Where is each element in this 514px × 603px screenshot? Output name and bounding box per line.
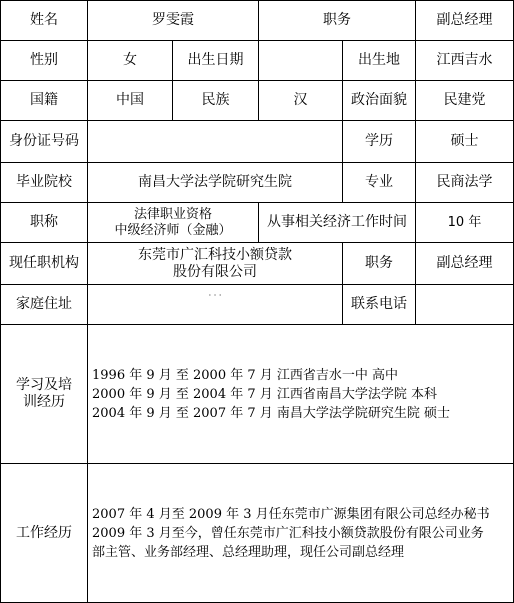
work-line: 2009 年 3 月至今，曾任东莞市广汇科技小额贷款股份有限公司业务 — [92, 525, 484, 541]
nationality-label: 国籍 — [0, 80, 88, 121]
nationality-value: 中国 — [87, 80, 173, 121]
birthdate-value — [258, 40, 343, 81]
org-value: 东莞市广汇科技小额贷款 股份有限公司 — [87, 242, 343, 285]
work-label: 工作经历 — [0, 463, 88, 603]
major-label: 专业 — [342, 162, 416, 203]
position-label: 职务 — [258, 0, 416, 41]
phone-value — [415, 284, 514, 325]
work-lines — [88, 505, 494, 562]
birthdate-label: 出生日期 — [172, 40, 259, 81]
school-label: 毕业院校 — [0, 162, 88, 203]
study-label: 学习及培 训经历 — [0, 324, 88, 464]
ethnicity-label: 民族 — [172, 80, 259, 121]
ethnicity-value: 汉 — [258, 80, 343, 121]
political-label: 政治面貌 — [342, 80, 416, 121]
id-label: 身份证号码 — [0, 120, 88, 163]
experience-value: 10 年 — [415, 202, 514, 243]
id-value — [87, 120, 343, 163]
education-label: 学历 — [342, 120, 416, 163]
name-value: 罗雯霞 — [87, 0, 259, 41]
study-line: 2000 年 9 月 至 2004 年 7 月 江西省南昌大学法学院 本科 — [92, 386, 438, 402]
work-line: 2007 年 4 月至 2009 年 3 月任东莞市广源集团有限公司总经办秘书 — [92, 506, 490, 522]
political-value: 民建党 — [415, 80, 514, 121]
work-history — [87, 463, 514, 603]
gender-value: 女 — [87, 40, 173, 81]
study-lines — [88, 366, 454, 423]
study-line: 2004 年 9 月 至 2007 年 7 月 南昌大学法学院研究生院 硕士 — [92, 405, 451, 421]
name-label: 姓名 — [0, 0, 88, 41]
experience-label: 从事相关经济工作时间 — [258, 202, 416, 243]
title-label: 职称 — [0, 202, 88, 243]
education-value: 硕士 — [415, 120, 514, 163]
gender-label: 性别 — [0, 40, 88, 81]
birthplace-value: 江西吉水 — [415, 40, 514, 81]
birthplace-label: 出生地 — [342, 40, 416, 81]
phone-label: 联系电话 — [342, 284, 416, 325]
position-value: 副总经理 — [415, 0, 514, 41]
work-line: 部主管、业务部经理、总经理助理，现任公司副总经理 — [92, 544, 405, 560]
address-label: 家庭住址 — [0, 284, 88, 325]
major-value: 民商法学 — [415, 162, 514, 203]
school-value: 南昌大学法学院研究生院 — [87, 162, 343, 203]
address-value: · · · — [87, 284, 343, 325]
study-history — [87, 324, 514, 464]
title-value: 法律职业资格 中级经济师（金融） — [87, 202, 259, 243]
org-position-label: 职务 — [342, 242, 416, 285]
org-position-value: 副总经理 — [415, 242, 514, 285]
study-line: 1996 年 9 月 至 2000 年 7 月 江西省吉水一中 高中 — [92, 367, 399, 383]
org-label: 现任职机构 — [0, 242, 88, 285]
